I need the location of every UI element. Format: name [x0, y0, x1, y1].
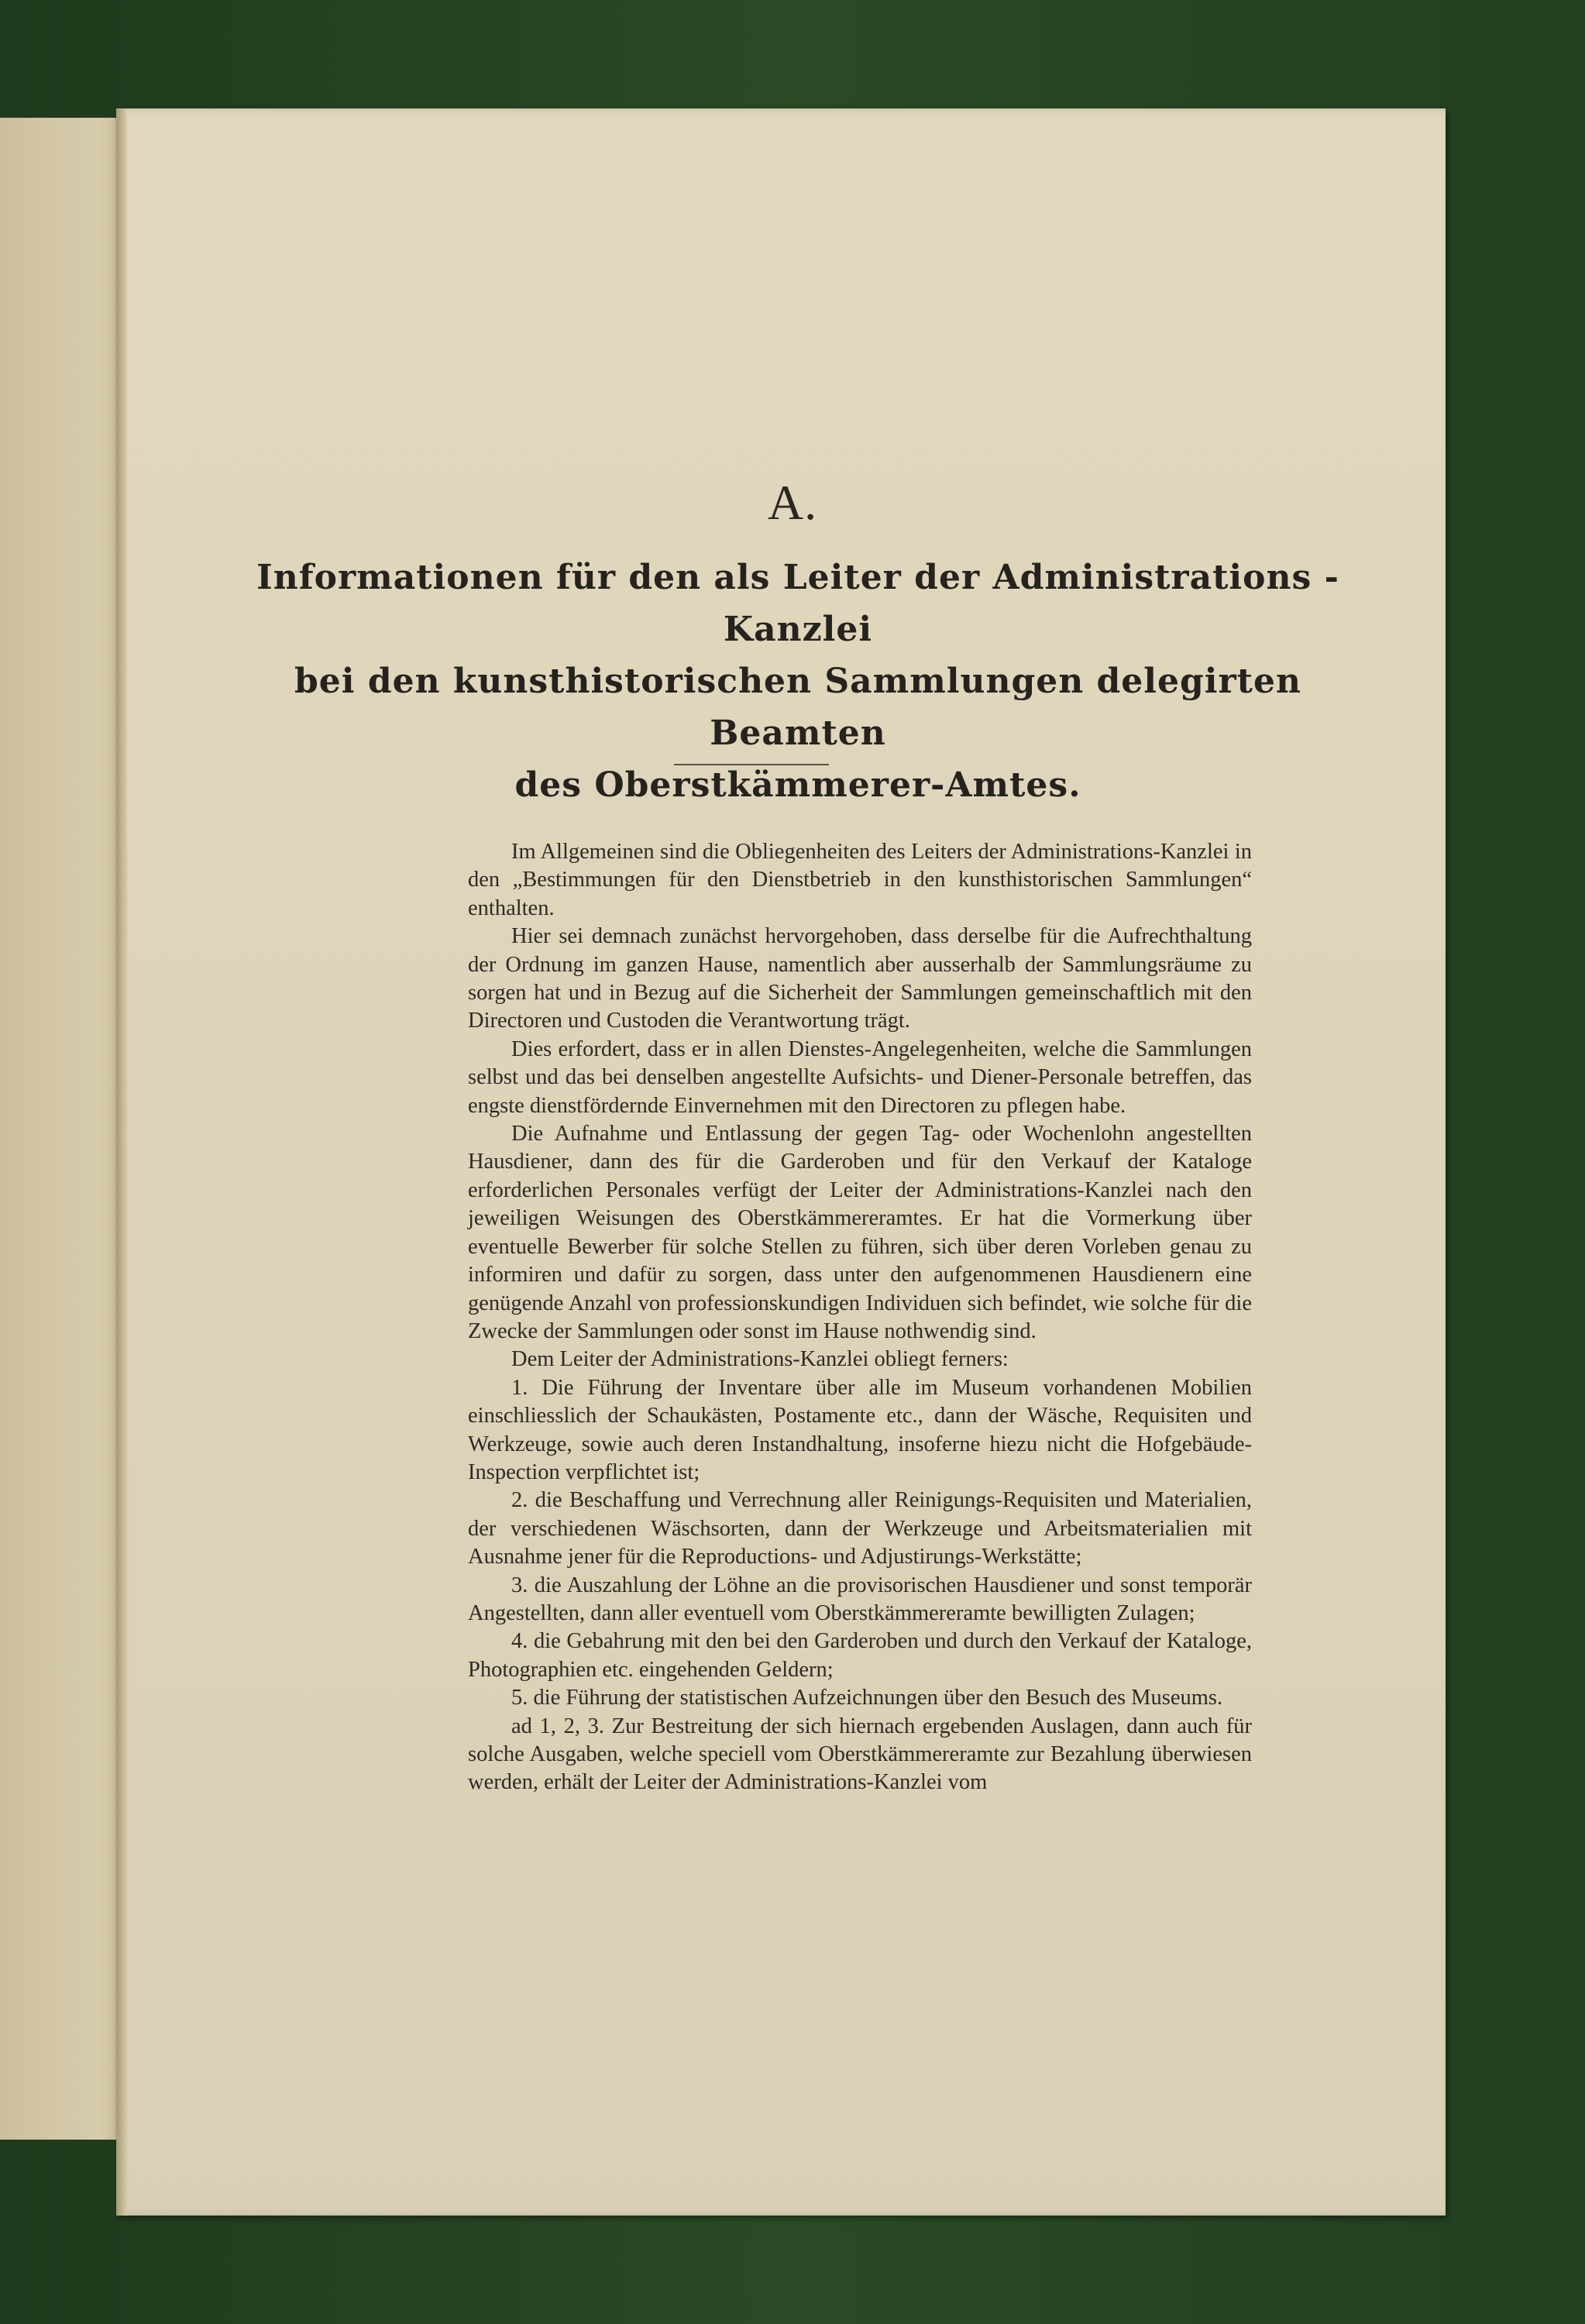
paragraph: Dem Leiter der Administrations-Kanzlei obliegt ferners: [511, 1347, 1009, 1372]
document-title [232, 552, 1363, 811]
list-item: 3. die Auszahlung der Löhne an die provisorischen Hausdiener und sonst temporär Angestellten, dann aller eventuell vom Oberstkämmereramte bewilligten Zulagen; [468, 1573, 1252, 1625]
list-item: 2. die Beschaffung und Verrechnung aller Reinigungs-Requisiten und Materialien, der verschiedenen Wäschsorten, dann der Werkzeuge und Arbeitsmaterialien mit Ausnahme jener für die Reproductions- und Adjustirungs-Werkstätte; [468, 1488, 1252, 1569]
list-item: 5. die Führung der statistischen Aufzeichnungen über den Besuch des Museums. [511, 1686, 1223, 1710]
list-item: 4. die Gebahrung mit den bei den Garderoben und durch den Verkauf der Kataloge, Photographien etc. eingehenden Geldern; [468, 1629, 1252, 1682]
title-line: des Oberstkämmerer-Amtes. [514, 765, 1081, 805]
paragraph: Die Aufnahme und Entlassung der gegen Tag- oder Wochenlohn angestellten Hausdiener, dann des für die Garderoben und für den Verkauf der Kataloge erforderlichen Personales verfügt der Leiter der Administrations-Kanzlei nach den jeweiligen Weisungen des Oberstkämmereramtes. Er hat die Vormerkung über eventuelle Bewerber für solche Stellen zu führen, sich über deren Vorleben genau zu informiren und dafür zu sorgen, dass unter den aufgenommenen Hausdienern eine genügende Anzahl von professionskundigen Individuen sich befindet, wie solche für die Zwecke der Sammlungen oder sonst im Hause nothwendig sind. [468, 1122, 1252, 1343]
paragraph: ad 1, 2, 3. Zur Bestreitung der sich hiernach ergebenden Auslagen, dann auch für solche Ausgaben, welche speciell vom Oberstkämmereramte zur Bezahlung überwiesen werden, erhält der Leiter der Administrations-Kanzlei vom [468, 1714, 1252, 1795]
separator-rule [674, 764, 829, 765]
paragraph: Im Allgemeinen sind die Obliegenheiten des Leiters der Administrations-Kanzlei in den „Bestimmungen für den Dienstbetrieb in den kunsthistorischen Sammlungen“ enthalten. [468, 840, 1252, 920]
paragraph: Hier sei demnach zunächst hervorgehoben, dass derselbe für die Aufrechthaltung der Ordnung im ganzen Hause, namentlich aber ausserhalb der Sammlungsräume zu sorgen hat und in Bezug auf die Sicherheit der Sammlungen gemeinschaftlich mit den Directoren und Custoden die Verantwortung trägt. [468, 924, 1252, 1033]
body-text [468, 838, 1252, 1797]
title-line: bei den kunsthistorischen Sammlungen delegirten Beamten [294, 662, 1301, 753]
section-letter: A. [767, 475, 818, 530]
title-line: Informationen für den als Leiter der Administrations - Kanzlei [256, 558, 1339, 649]
previous-page-edge [0, 118, 124, 2140]
paragraph: Dies erfordert, dass er in allen Dienstes-Angelegenheiten, welche die Sammlungen selbst und das bei denselben angestellte Aufsichts- und Diener-Personale betreffen, das engste dienstfördernde Einvernehmen mit den Directoren zu pflegen habe. [468, 1037, 1252, 1118]
page-gutter [116, 108, 127, 2216]
list-item: 1. Die Führung der Inventare über alle im Museum vorhandenen Mobilien einschliesslich der Schaukästen, Postamente etc., dann der Wäsche, Requisiten und Werkzeuge, sowie auch deren Instandhaltung, insoferne hiezu nicht die Hofgebäude-Inspection verpflichtet ist; [468, 1375, 1252, 1484]
